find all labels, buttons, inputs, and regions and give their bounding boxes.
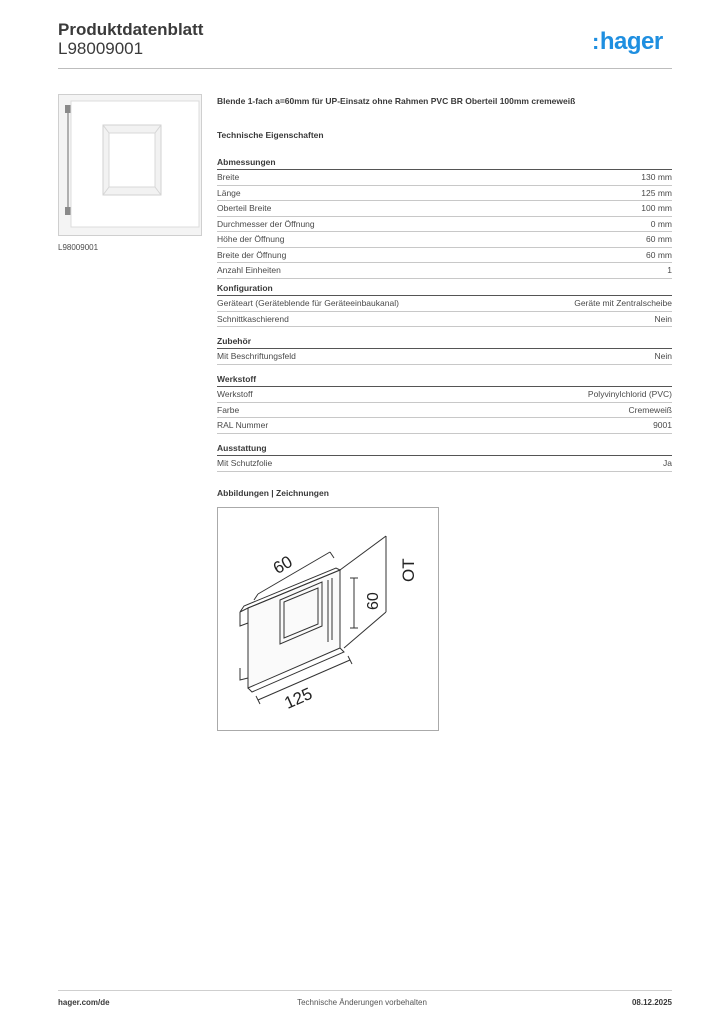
product-code: L98009001 — [58, 39, 144, 58]
table-row: Mit Schutzfolie Ja — [217, 456, 672, 472]
dim-label-ot: OT — [399, 558, 418, 582]
product-description: Blende 1-fach a=60mm für UP-Einsatz ohne Rahmen PVC BR Oberteil 100mm cremeweiß — [217, 96, 576, 106]
technical-properties-heading: Technische Eigenschaften — [217, 130, 324, 140]
table-row: Länge 125 mm — [217, 186, 672, 202]
page-title: Produktdatenblatt — [58, 20, 204, 39]
technical-drawing — [217, 507, 439, 731]
table-row: Anzahl Einheiten 1 — [217, 263, 672, 279]
section-configuration — [217, 281, 672, 327]
header-divider — [58, 68, 672, 69]
footer-divider — [58, 990, 672, 991]
section-title: Werkstoff — [217, 372, 672, 387]
table-row: Oberteil Breite 100 mm — [217, 201, 672, 217]
dim-label-length: 125 — [281, 683, 316, 713]
product-cover-plate-graphic — [59, 95, 201, 235]
table-row: Durchmesser der Öffnung 0 mm — [217, 217, 672, 233]
section-equipment — [217, 441, 672, 472]
table-row: Schnittkaschierend Nein — [217, 312, 672, 328]
table-row: Breite 130 mm — [217, 170, 672, 186]
product-image-caption: L98009001 — [58, 243, 99, 252]
section-accessories — [217, 334, 672, 365]
dim-label-width: 60 — [269, 552, 296, 578]
table-row: Mit Beschriftungsfeld Nein — [217, 349, 672, 365]
section-title: Abmessungen — [217, 155, 672, 170]
section-material — [217, 372, 672, 434]
section-dimensions — [217, 155, 672, 279]
table-row: Farbe Cremeweiß — [217, 403, 672, 419]
dimension-drawing-graphic — [218, 508, 438, 730]
footer-website: hager.com/de — [58, 998, 110, 1007]
section-title: Zubehör — [217, 334, 672, 349]
section-title: Ausstattung — [217, 441, 672, 456]
hager-logo: :hager — [592, 28, 663, 55]
footer-disclaimer: Technische Änderungen vorbehalten — [297, 998, 427, 1007]
figures-heading: Abbildungen | Zeichnungen — [217, 488, 329, 498]
dim-label-height: 60 — [365, 592, 382, 610]
table-row: Höhe der Öffnung 60 mm — [217, 232, 672, 248]
table-row: RAL Nummer 9001 — [217, 418, 672, 434]
table-row: Breite der Öffnung 60 mm — [217, 248, 672, 264]
table-row: Werkstoff Polyvinylchlorid (PVC) — [217, 387, 672, 403]
section-title: Konfiguration — [217, 281, 672, 296]
logo-text: hager — [599, 28, 663, 55]
footer-date: 08.12.2025 — [631, 998, 672, 1007]
product-image — [58, 94, 202, 236]
table-row: Geräteart (Geräteblende für Geräteeinbaukanal) Geräte mit Zentralscheibe — [217, 296, 672, 312]
